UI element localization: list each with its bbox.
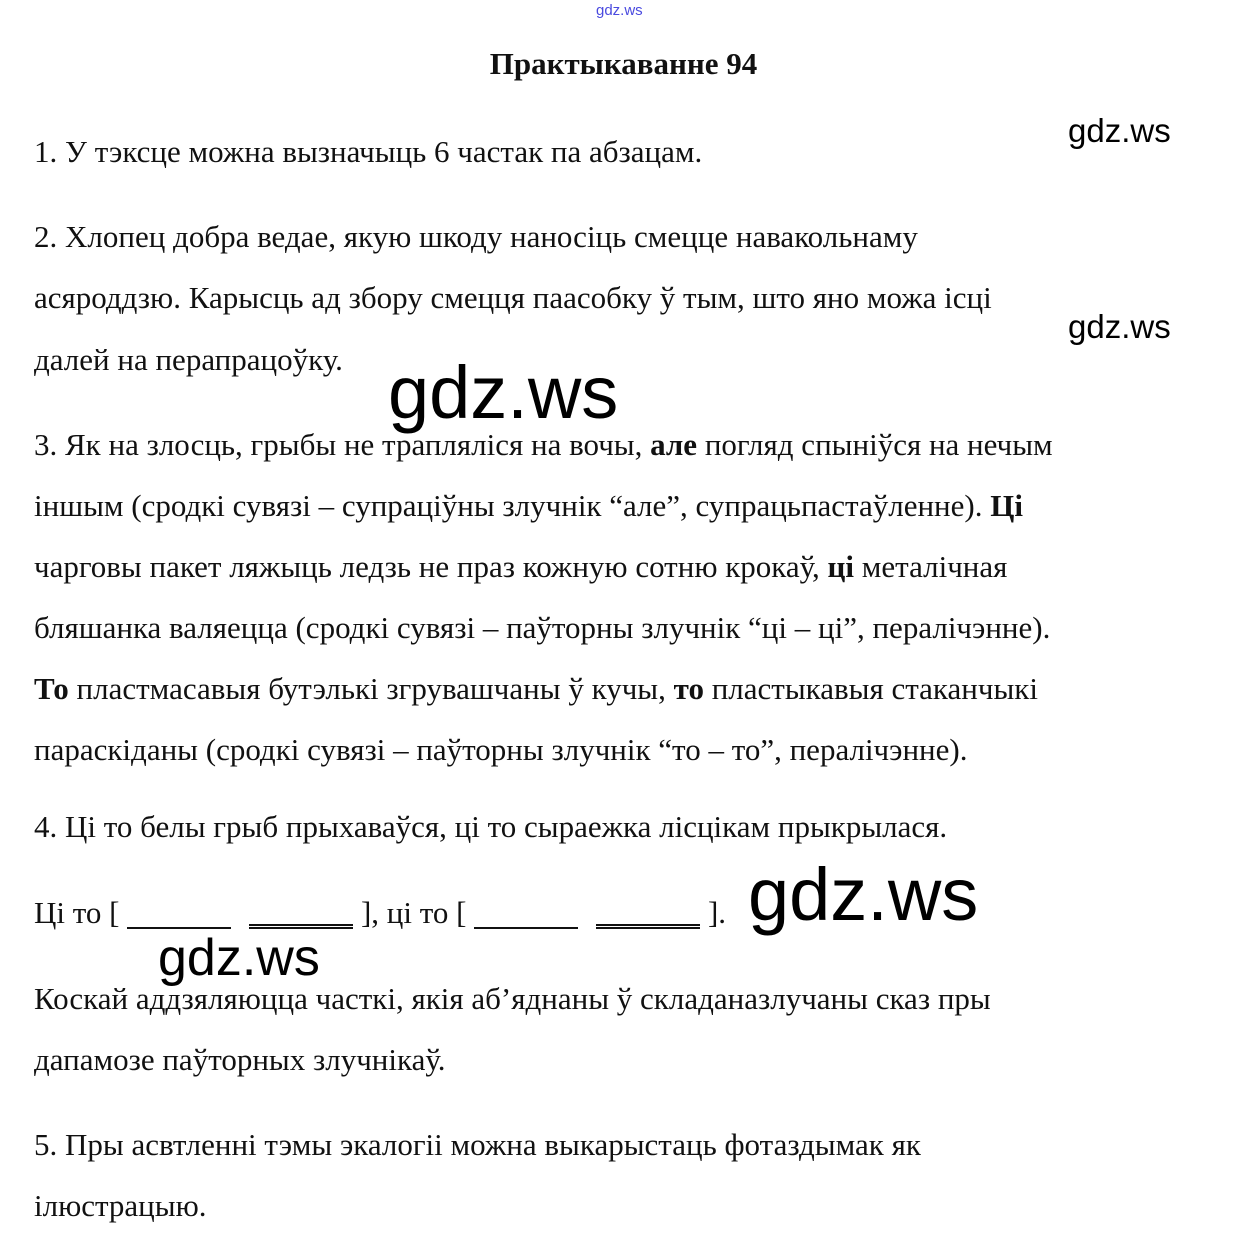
item-2-line-2: асяроддзю. Карысць ад збору смецця паасобку ў тым, што яно можа ісці xyxy=(34,280,992,315)
page-title: Практыкаванне 94 xyxy=(489,46,758,81)
item-3-line-5: То пластмасавыя бутэлькi згрувашчаны ў кучы, то пластыкавыя стаканчыкi xyxy=(34,671,1038,706)
watermark-center-1: gdz.ws xyxy=(388,351,619,434)
item-5-line-2: ілюстрацыю. xyxy=(34,1188,207,1223)
item-4-scheme: Ці то [ ], ці то [ ]. xyxy=(34,895,727,930)
item-3-line-2: iншым (сродкі сувязі – супраціўны злучнік “але”, супрацьпастаўленне). Цi xyxy=(34,488,1023,523)
item-3-line-4: бляшанка валяецца (сродкі сувязі – паўторны злучнік “ці – ці”, пералічэнне). xyxy=(34,610,1051,645)
watermark-right-1: gdz.ws xyxy=(1068,112,1171,149)
subject-underline xyxy=(474,927,578,929)
item-4-line-1: 4. Ці то белы грыб прыхаваўся, ці то сыраежка лісцікам прыкрылася. xyxy=(34,809,948,844)
watermark-right-2: gdz.ws xyxy=(1068,308,1171,345)
item-2-line-3: далей на перапрацоўку. xyxy=(34,342,343,377)
predicate-underline xyxy=(596,924,700,929)
watermark-center-2: gdz.ws xyxy=(748,853,979,936)
item-1: 1. У тэксце можна вызначыць 6 частак па абзацам. xyxy=(34,134,703,169)
item-3-line-3: чарговы пакет ляжыць ледзь не праз кожную сотню крокаў, цi металiчная xyxy=(34,549,1008,584)
item-5-line-1: 5. Пры асвтленні тэмы экалогіі можна выкарыстаць фотаздымак як xyxy=(34,1127,921,1162)
watermark-left: gdz.ws xyxy=(158,929,320,987)
item-4-line-4: дапамозе паўторных злучнікаў. xyxy=(34,1042,446,1077)
item-3-line-1: 3. Як на злосць, грыбы не траплялiся на вочы, але погляд спынiўся на нечым xyxy=(34,427,1053,462)
item-4-line-3: Коскай аддзяляюцца часткі, якія аб’яднаны ў складаназлучаны сказ пры xyxy=(34,981,991,1016)
item-2-line-1: 2. Хлопец добра ведае, якую шкоду наносіць смецце навакольнаму xyxy=(34,219,918,254)
watermark-top: gdz.ws xyxy=(596,2,643,19)
item-3-line-6: параскiданы (сродкі сувязі – паўторны злучнік “то – то”, пералічэнне). xyxy=(34,732,968,767)
